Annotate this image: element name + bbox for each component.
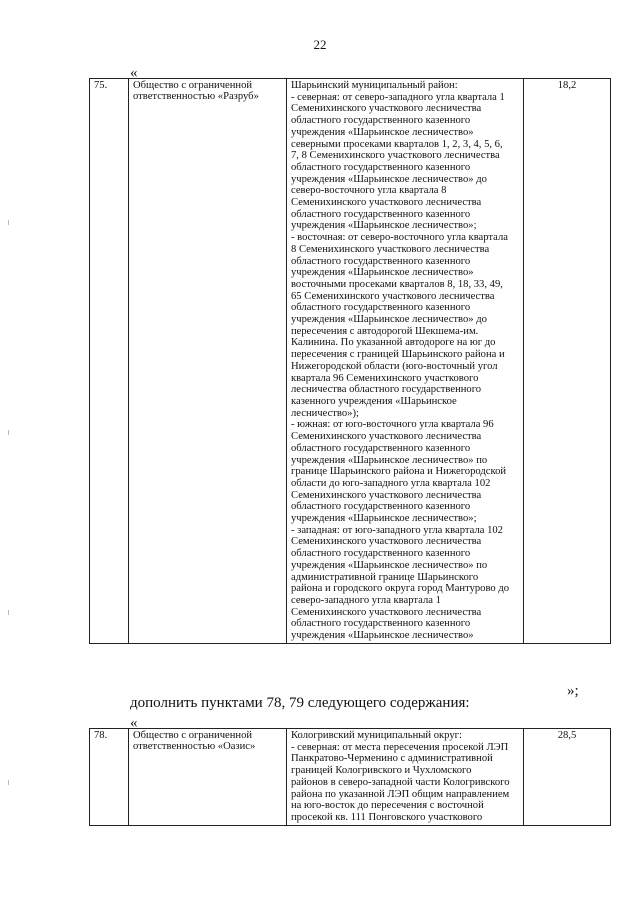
description-line: границе Шарьинского района и Нижегородской [291, 466, 507, 478]
description-line: учреждения «Шарьинское лесничество» [291, 126, 474, 138]
description-line: казенного учреждения «Шарьинское [291, 395, 457, 407]
description-line: области до юго-западного угла квартала 102 [291, 477, 491, 489]
description-line: административной границе Шарьинского [291, 571, 479, 583]
description-line: северо-западного угла квартала 1 [291, 594, 441, 606]
description-line: Кологривский муниципальный округ: [291, 730, 462, 741]
description-line: - северная: от северо-западного угла квартала 1 [291, 91, 505, 103]
description-line: учреждения «Шарьинское лесничество»; [291, 220, 477, 232]
description-line: Семенихинского участкового лесничества [291, 489, 482, 501]
description-line: областного государственного казенного [291, 208, 471, 220]
boundary-description [287, 729, 524, 826]
description-line: 7, 8 Семенихинского участкового лесничества [291, 150, 500, 162]
description-line: учреждения «Шарьинское лесничество» до [291, 314, 487, 326]
description-line: границей Кологривского и Чухломского [291, 765, 472, 777]
row-number: 75. [90, 79, 129, 644]
row-number: 78. [90, 729, 129, 826]
description-line: Шарьинский муниципальный район: [291, 80, 458, 91]
scan-artifact [8, 780, 9, 785]
description-line: учреждения «Шарьинское лесничество» по [291, 454, 488, 466]
description-line: северо-восточного угла квартала 8 [291, 185, 447, 197]
description-line: восточными просеками кварталов 8, 18, 33, 49, [291, 278, 503, 290]
description-line: областного государственного казенного [291, 618, 471, 630]
description-line: - восточная: от северо-восточного угла квартала [291, 232, 508, 244]
description-line: учреждения «Шарьинское лесничество» [291, 267, 474, 279]
description-line: на юго-восток до пересечения с восточной [291, 800, 484, 812]
description-line: 8 Семенихинского участкового лесничества [291, 243, 490, 255]
scan-artifact [8, 220, 9, 225]
organization-name: Общество с ограниченной ответственностью «Оазис» [129, 729, 287, 826]
description-line: района по указанной ЛЭП общим направлением [291, 788, 510, 800]
description-line: областного государственного казенного [291, 442, 471, 454]
description-line: Семенихинского участкового лесничества [291, 197, 482, 209]
description-line: учреждения «Шарьинское лесничество»; [291, 513, 477, 525]
organization-name: Общество с ограниченной ответственностью «Разруб» [129, 79, 287, 644]
description-line: областного государственного казенного [291, 255, 471, 267]
closing-quote-mark: »; [567, 683, 579, 699]
opening-quote-mark-2: « [130, 715, 138, 731]
description-line: областного государственного казенного [291, 548, 471, 560]
description-line: областного государственного казенного [291, 115, 471, 127]
page-number: 22 [313, 37, 327, 52]
area-value: 18,2 [524, 79, 611, 644]
description-line: областного государственного казенного [291, 501, 471, 513]
description-line: просекой кв. 111 Понговского участкового [291, 811, 483, 823]
description-line: 65 Семенихинского участкового лесничества [291, 290, 495, 302]
description-line: пересечения с границей Шарьинского района и [291, 349, 505, 361]
description-line: квартала 96 Семенихинского участкового [291, 372, 479, 384]
description-line: Семенихинского участкового лесничества [291, 431, 482, 443]
scan-artifact [8, 610, 9, 615]
section-table-row-75 [89, 78, 611, 644]
section-table-row-78 [89, 728, 611, 826]
opening-quote-mark: « [130, 65, 138, 81]
description-line: северными просеками кварталов 1, 2, 3, 4, 5, 6, [291, 138, 503, 150]
description-line: района и городского округа город Мантурово до [291, 583, 510, 595]
area-value: 28,5 [524, 729, 611, 826]
description-line: учреждения «Шарьинское лесничество» до [291, 173, 487, 185]
description-line: учреждения «Шарьинское лесничество» по [291, 559, 488, 571]
boundary-description [287, 79, 524, 644]
description-line: Семенихинского участкового лесничества [291, 103, 482, 115]
description-line: лесничество»); [291, 407, 359, 419]
description-line: - северная: от места пересечения просекой ЛЭП [291, 741, 509, 753]
scan-artifact [8, 430, 9, 435]
description-line: областного государственного казенного [291, 302, 471, 314]
table-row [90, 729, 611, 826]
description-line: областного государственного казенного [291, 161, 471, 173]
table-row [90, 79, 611, 644]
description-line: лесничества областного государственного [291, 384, 482, 396]
description-line: учреждения «Шарьинское лесничество» [291, 630, 474, 642]
description-line: Семенихинского участкового лесничества [291, 536, 482, 548]
description-line: - западная: от юго-западного угла квартала 102 [291, 524, 503, 536]
description-line: - южная: от юго-восточного угла квартала 96 [291, 419, 494, 431]
description-line: Панкратово-Черменино с административной [291, 753, 493, 765]
description-line: Семенихинского участкового лесничества [291, 606, 482, 618]
description-line: Нижегородской области (юго-восточный угол [291, 360, 498, 372]
description-line: районов в северо-западной части Кологривского [291, 776, 510, 788]
description-line: Калинина. По указанной автодороге на юг до [291, 337, 496, 349]
amendment-instruction: дополнить пунктами 78, 79 следующего содержания: [130, 695, 470, 711]
description-line: пересечения с автодорогой Шекшема-им. [291, 325, 479, 337]
